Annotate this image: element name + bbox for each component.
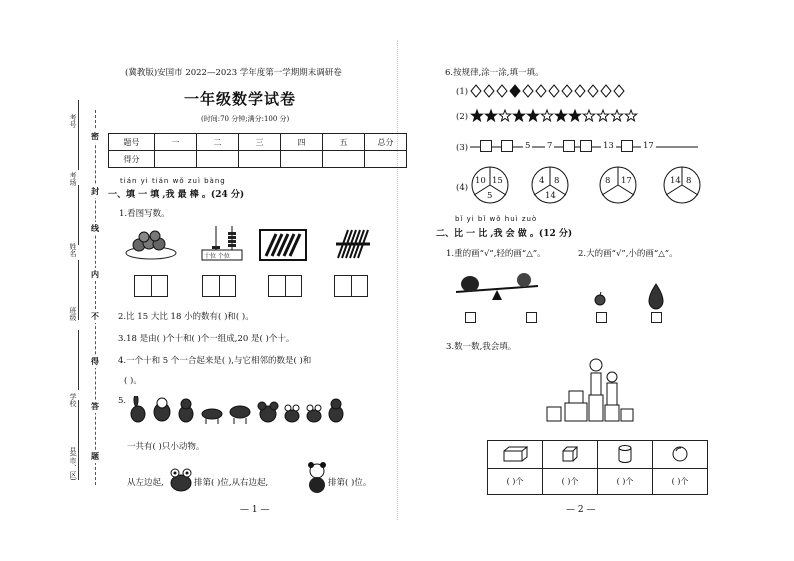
number-line-box[interactable] xyxy=(621,140,633,152)
score-header-cell: 一 xyxy=(155,134,197,151)
diamond-shape[interactable] xyxy=(614,85,624,97)
label-county: 县(市、区) xyxy=(69,447,77,481)
question-5b-left: 从左边起, xyxy=(127,478,164,488)
number-line-label: 17 xyxy=(643,141,654,151)
circle-num: 5 xyxy=(487,191,493,201)
diamond-shape[interactable] xyxy=(497,85,507,97)
pear-icon xyxy=(645,282,667,310)
score-header-cell: 四 xyxy=(281,134,323,151)
star-shape[interactable] xyxy=(485,110,496,121)
stick-bundle-image xyxy=(330,226,374,262)
circle-num: 14 xyxy=(545,191,556,201)
seal-char: 线 xyxy=(91,223,99,233)
row4-label: (4) xyxy=(456,183,469,193)
seal-char: 得 xyxy=(91,356,99,366)
seal-char: 不 xyxy=(91,311,99,321)
panda-icon xyxy=(306,462,328,494)
circle-num: 8 xyxy=(554,176,560,186)
star-shape[interactable] xyxy=(541,110,552,121)
question-4-cont: ( )。 xyxy=(124,376,142,386)
number-line-box[interactable] xyxy=(563,140,575,152)
diamond-shape[interactable] xyxy=(471,85,481,97)
score-header-cell: 题号 xyxy=(109,134,155,151)
star-shape[interactable] xyxy=(499,110,510,121)
abacus-label: 十位 个位 xyxy=(204,253,230,260)
seal-char: 答 xyxy=(91,401,99,411)
sphere-icon xyxy=(671,445,689,463)
star-shape[interactable] xyxy=(471,110,482,121)
question-4: 4.一个十和 5 个一合起来是( ),与它相邻的数是( )和 xyxy=(118,356,312,366)
answer-box-q1-b[interactable] xyxy=(202,275,236,297)
label-exam-room: 考场 xyxy=(69,172,77,186)
question-5: 5. xyxy=(118,396,127,406)
cuboid-icon xyxy=(502,446,528,462)
score-header-cell: 总分 xyxy=(365,134,407,151)
count-table xyxy=(487,440,708,495)
score-input-cell[interactable] xyxy=(197,151,239,168)
number-line-box[interactable] xyxy=(501,140,513,152)
score-input-cell[interactable] xyxy=(281,151,323,168)
star-shape[interactable] xyxy=(597,110,608,121)
apple-icon xyxy=(593,292,607,306)
circle-num: 4 xyxy=(539,176,545,186)
score-header-cell: 三 xyxy=(239,134,281,151)
cylinder-icon xyxy=(617,444,633,464)
page-number-2: — 2 — xyxy=(566,505,596,515)
seal-line xyxy=(95,110,96,485)
exam-title: 一年级数学试卷 xyxy=(184,90,297,108)
score-table xyxy=(108,133,407,168)
peach-plate-image xyxy=(125,225,177,260)
diamond-shape[interactable] xyxy=(575,85,585,97)
diamond-shape[interactable] xyxy=(484,85,494,97)
answer-box-big[interactable] xyxy=(651,312,662,323)
seal-char: 封 xyxy=(91,186,99,196)
seesaw-image xyxy=(452,270,542,300)
number-line-box[interactable] xyxy=(580,140,592,152)
circle-num: 17 xyxy=(621,176,632,186)
star-shape[interactable] xyxy=(527,110,538,121)
circle-num: 10 xyxy=(475,176,486,186)
side-rule xyxy=(78,400,79,480)
seal-char: 密 xyxy=(91,131,99,141)
exam-meta: (时间:70 分钟;满分:100 分) xyxy=(201,115,290,123)
circle-num: 8 xyxy=(686,176,692,186)
sphere-cell xyxy=(653,441,708,469)
question-1: 1.看图写数。 xyxy=(119,209,170,219)
score-header-cell: 二 xyxy=(197,134,239,151)
score-input-cell[interactable] xyxy=(239,151,281,168)
seal-char: 题 xyxy=(91,451,99,461)
score-label-cell: 得分 xyxy=(109,151,155,168)
cuboid-cell xyxy=(488,441,543,469)
diamond-shape[interactable] xyxy=(536,85,546,97)
section1-title: 一、填 一 填 ,我 最 棒 。(24 分) xyxy=(108,190,245,200)
count-answer-cell[interactable]: ( )个 xyxy=(488,469,543,495)
circle-num: 14 xyxy=(670,176,681,186)
blocks-image xyxy=(545,355,635,425)
number-line-box[interactable] xyxy=(480,140,492,152)
number-line-label: 13 xyxy=(603,141,614,151)
side-rule xyxy=(78,330,79,390)
question-2: 2.比 15 大比 18 小的数有( )和( )。 xyxy=(118,312,254,322)
score-input-cell[interactable] xyxy=(323,151,365,168)
score-header-cell: 五 xyxy=(323,134,365,151)
question-6: 6.按规律,涂一涂,填一填。 xyxy=(445,68,544,78)
row1-label: (1) xyxy=(456,87,469,97)
diamond-shape[interactable] xyxy=(562,85,572,97)
answer-box-q1-c[interactable] xyxy=(268,275,302,297)
cube-cell xyxy=(543,441,598,469)
star-shape[interactable] xyxy=(555,110,566,121)
score-input-cell[interactable] xyxy=(365,151,407,168)
side-rule xyxy=(78,185,79,245)
side-rule xyxy=(78,100,79,170)
score-input-cell[interactable] xyxy=(155,151,197,168)
count-answer-cell[interactable]: ( )个 xyxy=(653,469,708,495)
count-answer-cell[interactable]: ( )个 xyxy=(543,469,598,495)
page-number-1: — 1 — xyxy=(240,505,270,515)
diamond-shape[interactable] xyxy=(510,85,520,97)
star-shape[interactable] xyxy=(611,110,622,121)
question-5b-right: 排第( )位。 xyxy=(328,478,372,488)
section1-pinyin: tián yi tián wǒ zuì bàng xyxy=(120,177,226,185)
question-5b-mid: 排第( )位,从右边起, xyxy=(194,478,269,488)
number-line-label: 5 xyxy=(525,141,531,151)
diamond-shape[interactable] xyxy=(601,85,611,97)
diamond-shape[interactable] xyxy=(549,85,559,97)
answer-box-heavy[interactable] xyxy=(465,312,476,323)
circle-num: 15 xyxy=(492,176,503,186)
section2-pinyin: bǐ yi bǐ wǒ huì zuò xyxy=(455,215,538,223)
diamond-shape[interactable] xyxy=(588,85,598,97)
diamond-shape[interactable] xyxy=(523,85,533,97)
question-2-2: 2.大的画“√”,小的画“△”。 xyxy=(578,249,678,259)
answer-box-light[interactable] xyxy=(526,312,537,323)
star-pattern[interactable] xyxy=(470,108,670,124)
frog-icon xyxy=(168,465,194,493)
star-shape[interactable] xyxy=(625,110,636,121)
section2-title: 二、比 一 比 ,我 会 做 。(12 分) xyxy=(436,229,573,239)
count-answer-cell[interactable]: ( )个 xyxy=(598,469,653,495)
answer-box-small[interactable] xyxy=(596,312,607,323)
sticks-bundles-image xyxy=(258,228,308,262)
question-2-1: 1.重的画“√”,轻的画“△”。 xyxy=(446,249,546,259)
label-name: 姓名 xyxy=(69,243,77,257)
exam-subtitle: (冀教版)安国市 2022—2023 学年度第一学期期末调研卷 xyxy=(125,68,342,78)
answer-box-q1-d[interactable] xyxy=(334,275,368,297)
question-5a: 一共有( )只小动物。 xyxy=(127,442,205,452)
row3-label: (3) xyxy=(456,143,469,153)
seal-char: 内 xyxy=(91,269,99,279)
star-shape[interactable] xyxy=(583,110,594,121)
question-3: 3.18 是由( )个十和( )个一组成,20 是( )个十。 xyxy=(118,334,295,344)
star-shape[interactable] xyxy=(569,110,580,121)
question-2-3: 3.数一数,我会填。 xyxy=(446,342,517,352)
cylinder-cell xyxy=(598,441,653,469)
diamond-pattern[interactable] xyxy=(470,84,670,98)
row2-label: (2) xyxy=(456,112,469,122)
star-shape[interactable] xyxy=(513,110,524,121)
cube-icon xyxy=(561,446,579,462)
answer-box-q1-a[interactable] xyxy=(134,275,168,297)
animals-row-image xyxy=(128,396,346,424)
label-class: 班级 xyxy=(69,307,77,321)
label-exam-number: 考号 xyxy=(69,114,77,128)
label-school: 学校 xyxy=(69,393,77,407)
circle-num: 8 xyxy=(605,176,611,186)
fold-line xyxy=(397,40,398,520)
number-line-label: 7 xyxy=(547,141,553,151)
side-rule xyxy=(78,260,79,320)
